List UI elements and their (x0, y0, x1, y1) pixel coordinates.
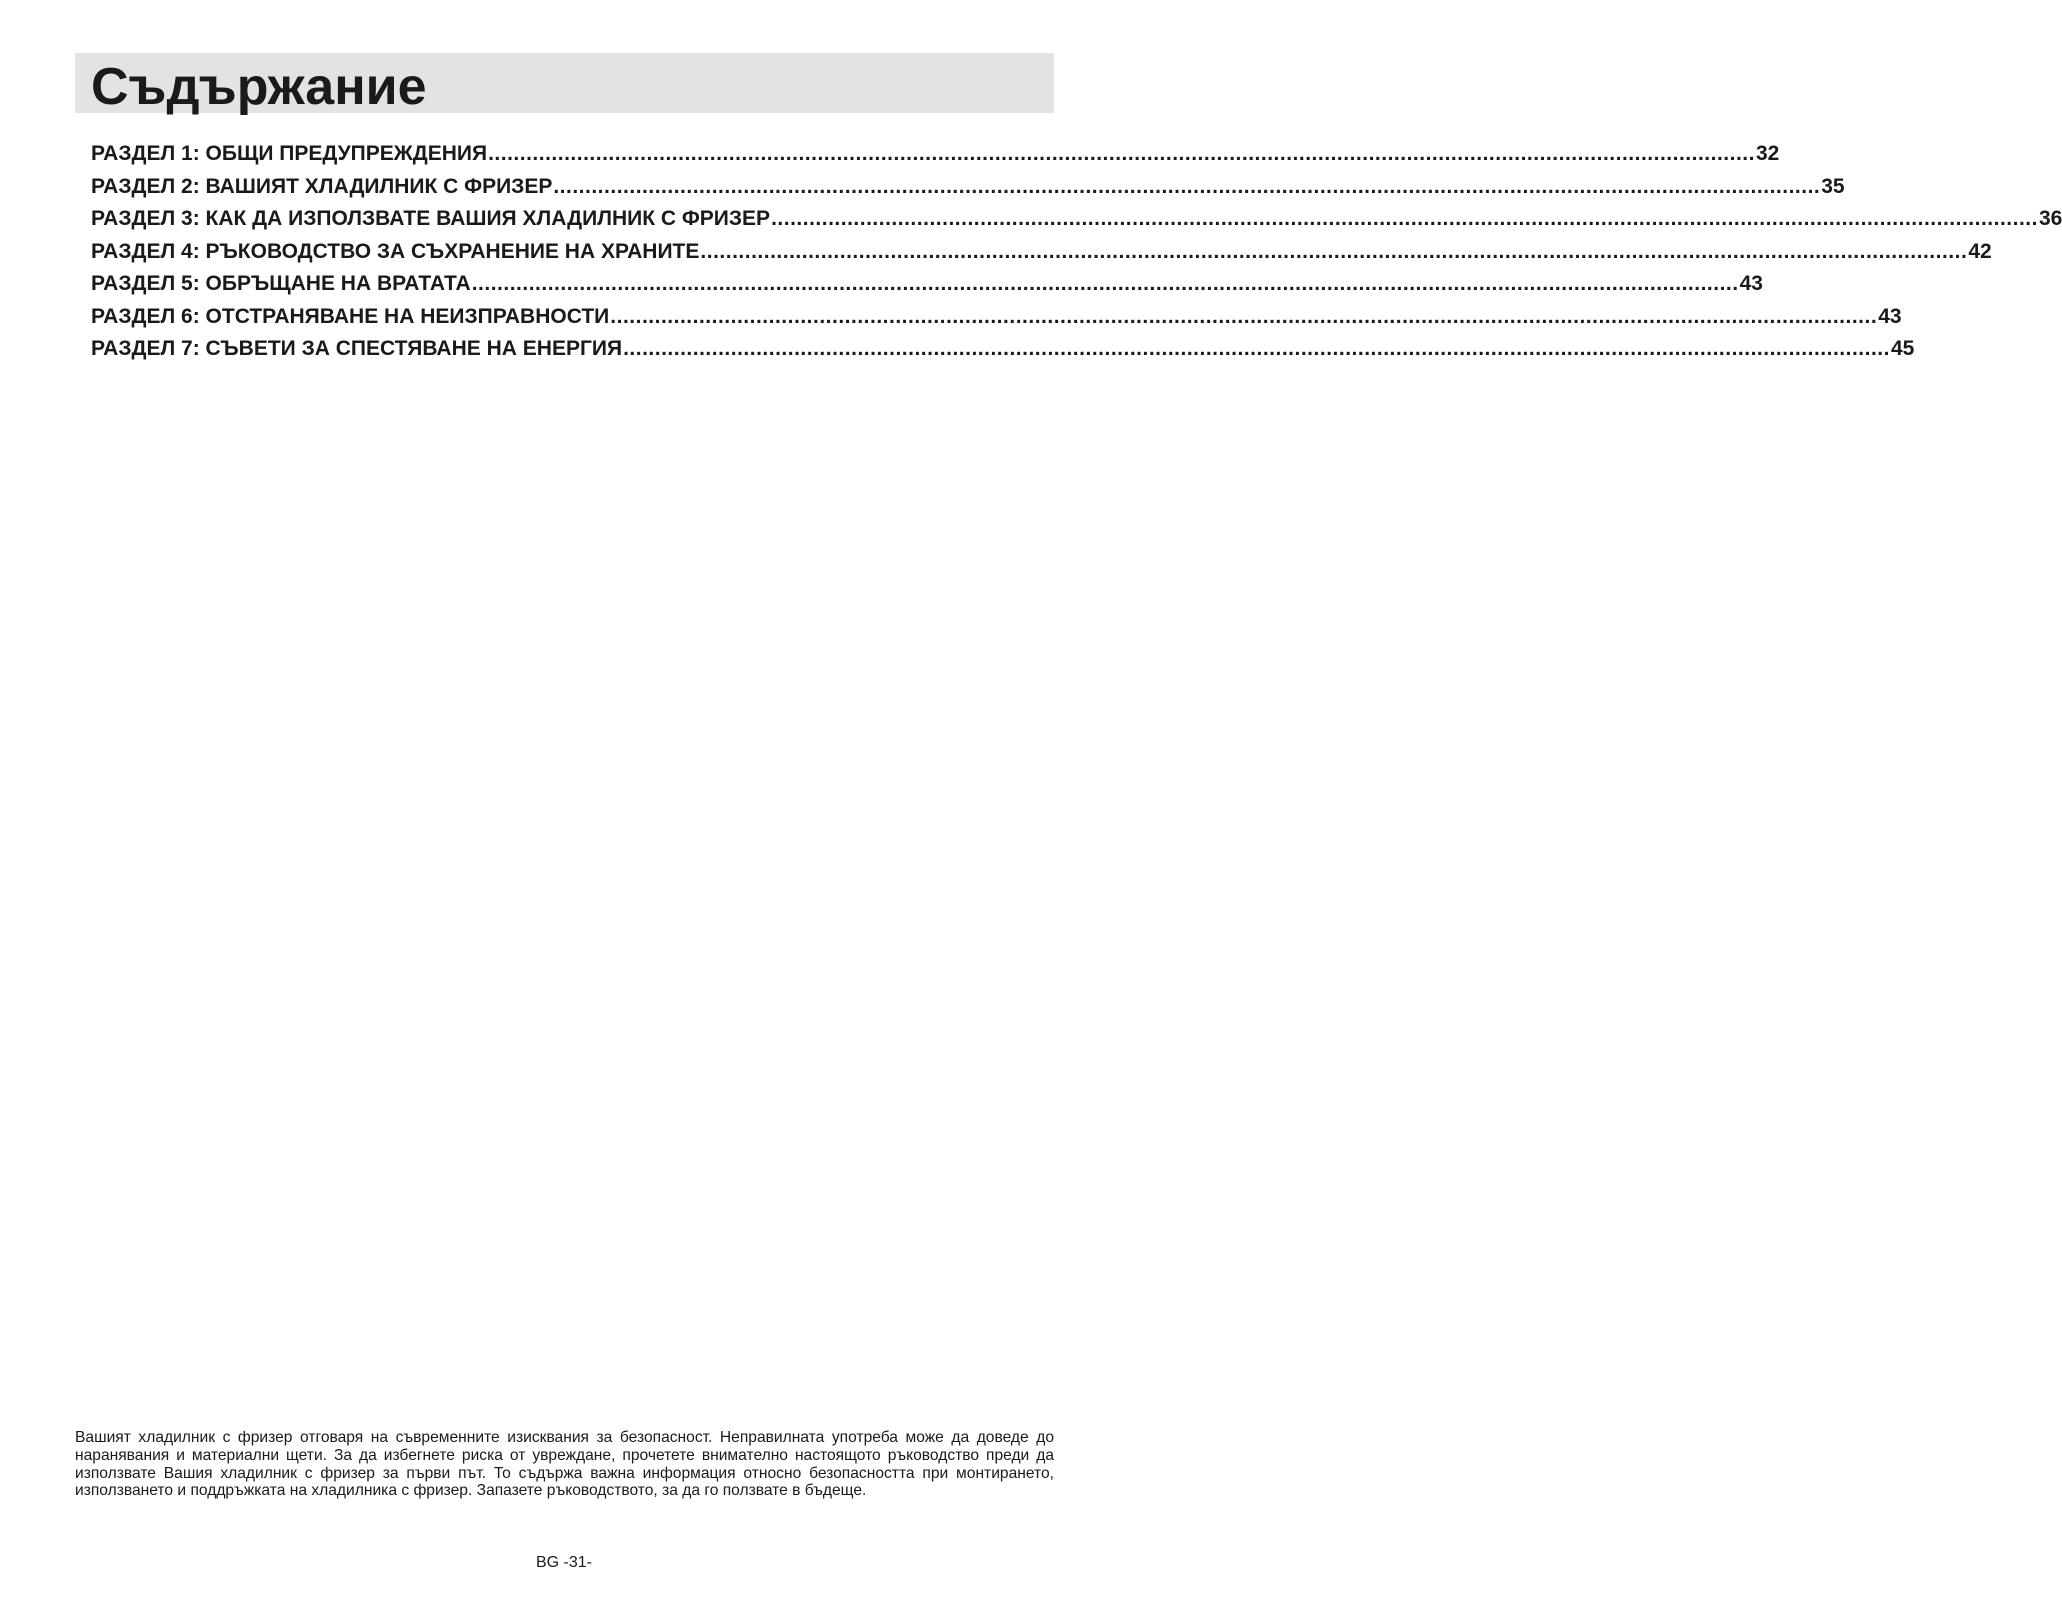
toc-entry-section-2[interactable] (91, 171, 1845, 204)
toc-entry-section-7[interactable] (91, 333, 1915, 366)
toc-entry-label: РАЗДЕЛ 2: ВАШИЯТ ХЛАДИЛНИК С ФРИЗЕР (91, 174, 553, 198)
toc-entry-label: РАЗДЕЛ 6: ОТСТРАНЯВАНЕ НА НЕИЗПРАВНОСТИ (91, 304, 610, 328)
toc-entry-page: 42 (1968, 239, 1992, 263)
toc-dot-leader: ........................................................................................................................................................................................................ (700, 239, 1968, 263)
toc-dot-leader: ........................................................................................................................................................................................................ (488, 142, 1755, 165)
title-bar (75, 53, 1054, 116)
toc-entry-label: РАЗДЕЛ 7: СЪВЕТИ ЗА СПЕСТЯВАНЕ НА ЕНЕРГИЯ (91, 337, 623, 360)
toc-entry-section-4[interactable] (91, 236, 1992, 269)
toc-entry-label: РАЗДЕЛ 3: КАК ДА ИЗПОЛЗВАТЕ ВАШИЯ ХЛАДИЛНИК С ФРИЗЕР (91, 207, 771, 230)
toc-entry-page: 43 (1878, 304, 1902, 328)
toc-entry-label: РАЗДЕЛ 5: ОБРЪЩАНЕ НА ВРАТАТА (91, 272, 471, 295)
toc-entry-page: 45 (1890, 337, 1915, 360)
toc-entry-page: 36 (2038, 207, 2062, 230)
safety-notice: Вашият хладилник с фризер отговаря на съвременните изисквания за безопасност. Неправилната употреба може да доведе до наранявания и материални щети. За да избегнете риска от увреждане, прочетете внимателно настоящото ръководство преди да използвате Вашия хладилник с фризер за първи път. То съдържа важна информация относно безопасността при монтирането, използването и поддръжката на хладилника с фризер. Запазете ръководството, за да го ползвате в бъдеще. (75, 1429, 1054, 1500)
toc-entry-page: 35 (1821, 174, 1845, 198)
table-of-contents (91, 138, 2062, 366)
toc-dot-leader: ........................................................................................................................................................................................................ (553, 174, 1821, 198)
page-title: Съдържание (91, 58, 427, 116)
toc-entry-section-5[interactable] (91, 268, 1763, 301)
toc-entry-page: 32 (1755, 142, 1780, 165)
toc-dot-leader: ........................................................................................................................................................................................................ (623, 337, 1890, 360)
toc-dot-leader: ........................................................................................................................................................................................................ (610, 304, 1878, 328)
toc-entry-section-6[interactable] (91, 301, 1902, 334)
toc-entry-page: 43 (1739, 272, 1763, 295)
toc-entry-section-3[interactable] (91, 203, 2062, 236)
toc-entry-label: РАЗДЕЛ 1: ОБЩИ ПРЕДУПРЕЖДЕНИЯ (91, 142, 488, 165)
toc-dot-leader: ........................................................................................................................................................................................................ (471, 272, 1739, 295)
toc-dot-leader: ........................................................................................................................................................................................................ (771, 207, 2038, 230)
toc-entry-label: РАЗДЕЛ 4: РЪКОВОДСТВО ЗА СЪХРАНЕНИЕ НА ХРАНИТЕ (91, 239, 700, 263)
toc-entry-section-1[interactable] (91, 138, 1780, 171)
page-number: BG -31- (535, 1554, 592, 1571)
